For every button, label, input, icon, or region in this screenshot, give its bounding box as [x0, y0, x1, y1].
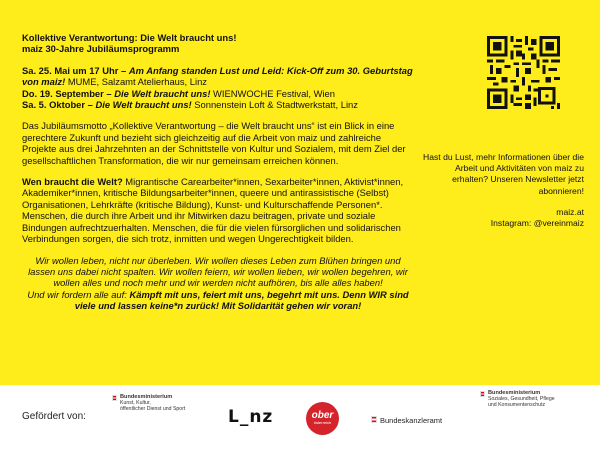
who-answer: Migrantische Carearbeiter*innen, Sexarbeiter*innen, Aktivist*innen, Akademiker*innen, kritische Bildungsarbeiter*innen, queere und antirassistische (Selbst) Organisationen, Lehrkräfte (kritische Bildung), Kunst- und Kulturschaffende Personen*. Menschen, die durch ihre Arbeit und ihr Mitwirken dazu beitragen, private und soziale Bindungen aufrechtzuerhalten. Menschen, die für die vielen fürsorglichen und solidarischen Verbindungen sorgen, die sich trotz, inmitten und wegen Ungerechtigkeit bilden.	[22, 176, 404, 245]
instagram-link[interactable]: Instagram: @vereinmaiz	[490, 218, 584, 229]
ober-logo-text: ober	[311, 410, 334, 421]
event-date: Sa. 5. Oktober	[22, 99, 86, 111]
ministry-line: und Konsumentenschutz	[488, 402, 546, 409]
austria-flag-icon	[371, 416, 377, 423]
page-subtitle: maiz 30-Jahre Jubiläumsprogramm	[22, 43, 180, 55]
event-date: Do. 19. September	[22, 87, 104, 99]
event-name: Am Anfang standen Lust und Leid: Kick-Off zum 30. Geburtstag von maiz!	[22, 64, 413, 88]
qr-code-icon[interactable]	[487, 36, 560, 109]
ministry-title: Bundesministerium	[120, 394, 173, 400]
intro-paragraph: Das Jubiläumsmotto „Kollektive Verantwortung – die Welt braucht uns“ ist ein Blick in eine gerechtere Zukunft und bezieht sich gleichzeitig auf die Arbeit von maiz und zahlreiche Projekte aus drei Jahrzehnten an der Schnittstelle von Kultur und Sozialem, mit dem Ziel der gesellschaftlichen Transformation, die wir nur gemeinsam erreichen können.	[22, 120, 406, 166]
manifesto	[22, 255, 414, 312]
event-separator: –	[103, 87, 115, 99]
event-1	[22, 65, 413, 87]
event-date: Sa. 25. Mai um 17 Uhr	[22, 64, 119, 76]
event-separator: –	[118, 64, 129, 76]
newsletter-aside	[418, 152, 584, 229]
event-name: Die Welt braucht uns!	[95, 99, 192, 111]
bundeskanzleramt-text: Bundeskanzleramt	[380, 416, 443, 425]
ministry-title: Bundesministerium	[488, 390, 541, 396]
ministry-soziales-logo	[488, 390, 598, 409]
event-place: MUME, Salzamt Atelierhaus, Linz	[65, 76, 207, 88]
ministry-line: Soziales, Gesundheit, Pflege	[488, 396, 555, 403]
event-name: Die Welt braucht uns!	[114, 87, 211, 99]
demand-text: Kämpft mit uns, feiert mit uns, begehrt mit uns. Denn WIR sind viele und lassen keine*n zurück! Mit Solidarität gehen wir voran!	[74, 288, 409, 312]
austria-flag-icon	[112, 395, 117, 401]
page-title: Kollektive Verantwortung: Die Welt braucht uns!	[22, 32, 237, 43]
who-paragraph	[22, 176, 414, 244]
ober-logo-subtext: österreich	[313, 420, 332, 425]
linz-logo: L_nz	[228, 407, 274, 427]
event-place: Sonnenstein Loft & Stadtwerkstatt, Linz	[191, 99, 358, 111]
funded-by-label: Gefördert von:	[22, 411, 86, 422]
oberoesterreich-logo	[306, 402, 339, 435]
event-3	[22, 99, 358, 110]
ministry-kunst-logo	[120, 394, 220, 413]
who-question: Wen braucht die Welt?	[22, 176, 123, 188]
event-2	[22, 88, 335, 99]
demand-intro: Und wir fordern alle auf:	[27, 288, 130, 300]
bundeskanzleramt-logo	[380, 416, 442, 425]
manifesto-text: Wir wollen leben, nicht nur überleben. Wir wollen dieses Leben zum Blühen bringen und lassen uns dabei nicht spalten. Wir wollen feiern, wir wollen lieben, wir wollen begehren, wir wollen alles und noch mehr und wir werden nicht aufhören, bis alle alles haben!	[28, 254, 408, 289]
header	[22, 32, 414, 55]
ministry-line: öffentlicher Dienst und Sport	[120, 406, 186, 413]
austria-flag-icon	[480, 391, 485, 397]
newsletter-text: Hast du Lust, mehr Informationen über die Arbeit und Aktivitäten von maiz zu erhalten? Unseren Newsletter jetzt abonnieren!	[423, 152, 584, 196]
event-place: WIENWOCHE Festival, Wien	[210, 87, 335, 99]
website-link[interactable]: maiz.at	[556, 206, 584, 217]
main-content	[22, 32, 414, 322]
event-list	[22, 65, 414, 111]
sponsor-footer	[0, 385, 600, 450]
event-separator: –	[85, 99, 96, 111]
ministry-line: Kunst, Kultur,	[120, 400, 151, 407]
